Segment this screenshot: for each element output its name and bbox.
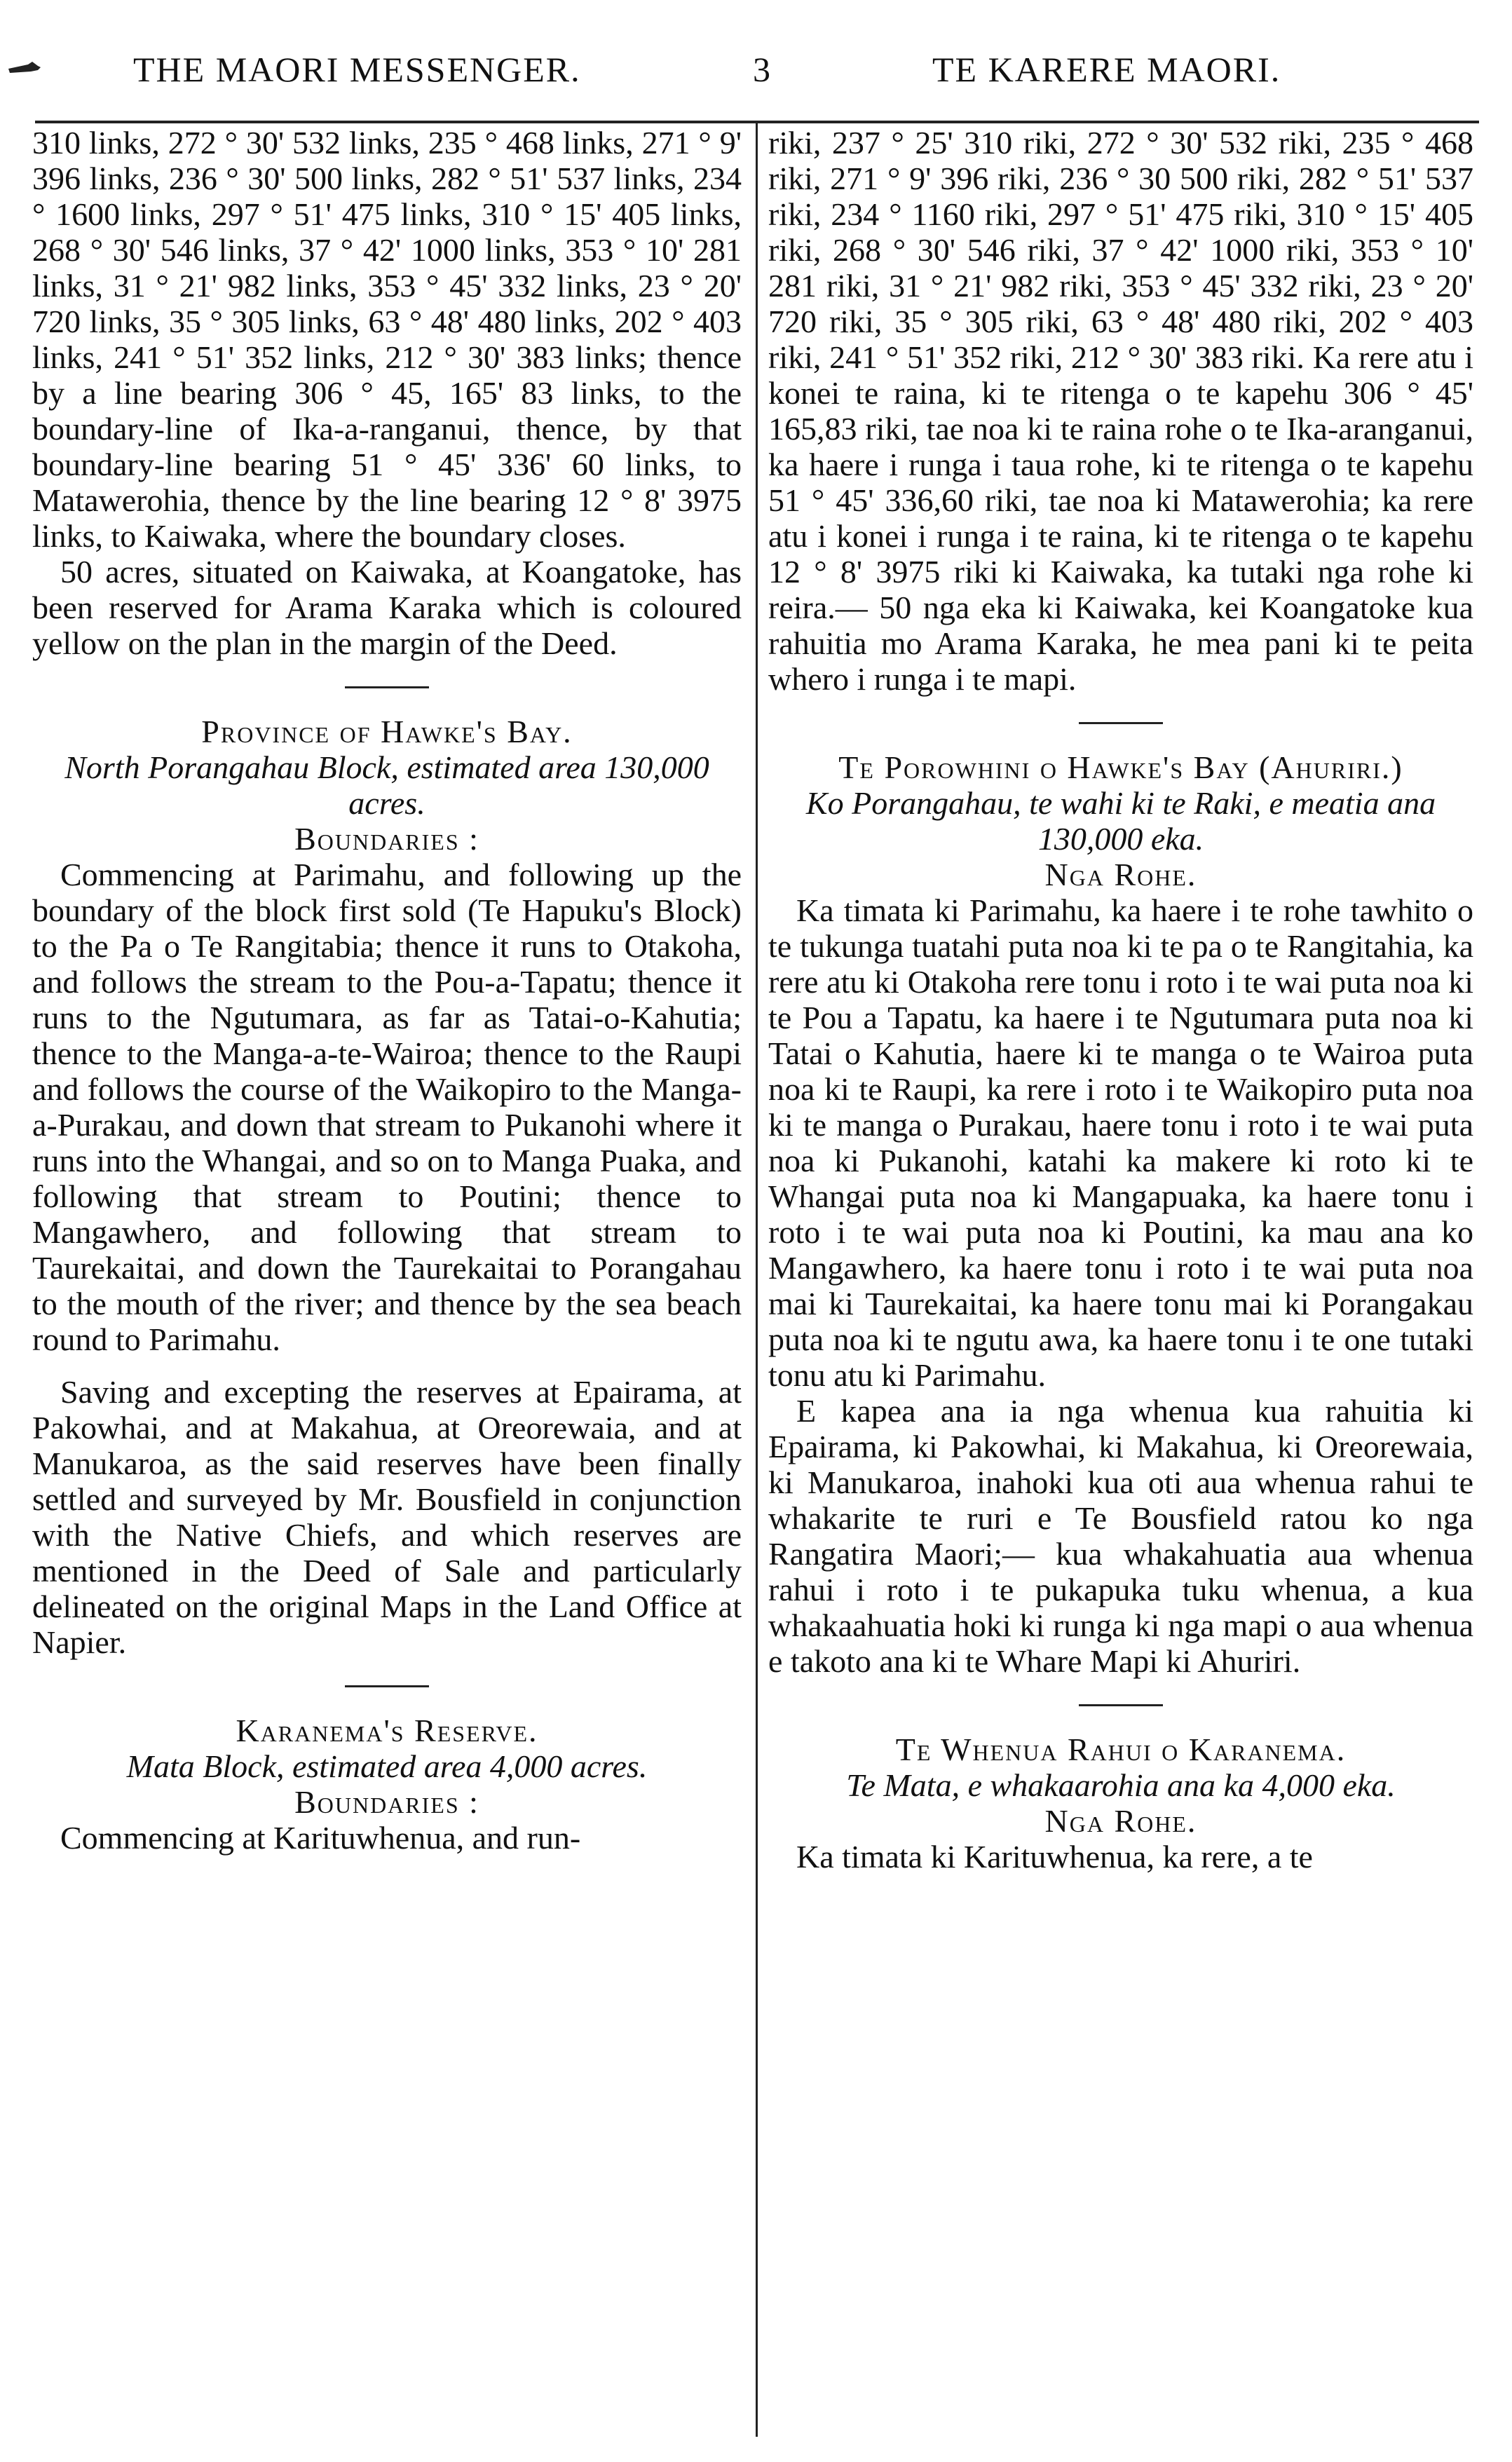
section-heading: Te Porowhini o Hawke's Bay (Ahuriri.) bbox=[838, 749, 1403, 785]
column-divider bbox=[756, 123, 758, 2437]
boundaries-label: Boundaries : bbox=[294, 1784, 479, 1820]
reserve-paragraph: 50 acres, situated on Kaiwaka, at Koangatoke, has been reserved for Arama Karaka which is coloured yellow on the plan in the margin of the Deed. bbox=[32, 554, 742, 661]
section-separator bbox=[345, 1685, 429, 1687]
boundaries-label: Nga Rohe. bbox=[1044, 857, 1197, 892]
section-separator bbox=[345, 686, 429, 688]
english-column bbox=[32, 125, 742, 1856]
section-subheading: Ko Porangahau, te wahi ki te Raki, e meatia ana 130,000 eka. bbox=[805, 785, 1436, 857]
section-subheading: Mata Block, estimated area 4,000 acres. bbox=[126, 1748, 648, 1784]
header-title-maori: TE KARERE MAORI. bbox=[932, 50, 1281, 89]
reserves-paragraph: Saving and excepting the reserves at Epairama, at Pakowhai, and at Makahua, at Oreorewaia, and at Manukaroa, as the said reserves have been finally settled and surveyed by Mr. Bousfield in conjunction with the Native Chiefs, and which reserves are mentioned in the Deed of Sale and particularly delineated on the original Maps in the Land Office at Napier. bbox=[32, 1374, 742, 1660]
pointing-hand-icon bbox=[7, 59, 42, 76]
section-separator bbox=[1079, 722, 1163, 724]
reserves-paragraph: E kapea ana ia nga whenua kua rahuitia ki Epairama, ki Pakowhai, ki Makahua, ki Oreorewaia, ki Manukaroa, inahoki kua oti aua whenua rahui te whakarite te ruri e Te Bousfield ratou ko nga Rangatira Maori;— kua whakahuatia aua whenua rahui i roto i te pukapuka tuku whenua, a kua whakaahuatia hoki ki runga ki nga mapi o aua whenua e takoto ana ki te Whare Mapi ki Ahuriri. bbox=[768, 1393, 1473, 1679]
section-separator bbox=[1079, 1704, 1163, 1706]
section-subheading: Te Mata, e whakaarohia ana ka 4,000 eka. bbox=[846, 1767, 1396, 1803]
boundaries-paragraph: Commencing at Karituwhenua, and run- bbox=[60, 1820, 581, 1856]
boundary-continuation: riki, 237 ° 25' 310 riki, 272 ° 30' 532 riki, 235 ° 468 riki, 271 ° 9' 396 riki, 236 ° 30 500 riki, 282 ° 51' 537 riki, 234 ° 1160 riki, 297 ° 51' 475 riki, 310 ° 15' 405 riki, 268 ° 30' 546 riki, 37 ° 42' 1000 riki, 353 ° 10' 281 riki, 31 ° 21' 982 riki, 353 ° 45' 332 riki, 23 ° 20' 720 riki, 35 ° 305 riki, 63 ° 48' 480 riki, 202 ° 403 riki, 241 ° 51' 352 riki, 212 ° 30' 383 riki. Ka rere atu i konei te raina, ki te ritenga o te kapehu 306 ° 45' 165,83 riki, tae noa ki te raina rohe o te Ika-aranganui, ka haere i runga i taua rohe, ki te ritenga o te kapehu 51 ° 45' 336,60 riki, tae noa ki Matawerohia; ka rere atu i konei i runga i te raina, ki te ritenga o te kapehu 12 ° 8' 3975 riki ki Kaiwaka, ka tutaki nga rohe ki reira.— 50 nga eka ki Kaiwaka, kei Koangatoke kua rahuitia mo Arama Karaka, he mea pani ki te peita whero i runga i te mapi. bbox=[768, 125, 1473, 697]
header-title-english: THE MAORI MESSENGER. bbox=[133, 50, 581, 89]
section-heading: Province of Hawke's Bay. bbox=[201, 714, 573, 749]
page-header bbox=[0, 28, 1512, 105]
boundaries-label: Nga Rohe. bbox=[1044, 1803, 1197, 1839]
page-number: 3 bbox=[753, 50, 772, 89]
boundary-continuation: 310 links, 272 ° 30' 532 links, 235 ° 468 links, 271 ° 9' 396 links, 236 ° 30' 500 links, 282 ° 51' 537 links, 234 ° 1600 links, 297 ° 51' 475 links, 310 ° 15' 405 links, 268 ° 30' 546 links, 37 ° 42' 1000 links, 353 ° 10' 281 links, 31 ° 21' 982 links, 353 ° 45' 332 links, 23 ° 20' 720 links, 35 ° 305 links, 63 ° 48' 480 links, 202 ° 403 links, 241 ° 51' 352 links, 212 ° 30' 383 links; thence by a line bearing 306 ° 45, 165' 83 links, to the boundary-line of Ika-a-ranganui, thence, by that boundary-line bearing 51 ° 45' 336' 60 links, to Matawerohia, thence by the line bearing 12 ° 8' 3975 links, to Kaiwaka, where the boundary closes. bbox=[32, 125, 742, 554]
section-heading: Te Whenua Rahui o Karanema. bbox=[895, 1732, 1347, 1767]
section-subheading: North Porangahau Block, estimated area 130,000 acres. bbox=[64, 749, 709, 821]
boundaries-paragraph: Commencing at Parimahu, and following up the boundary of the block first sold (Te Hapuku's Block) to the Pa o Te Rangitabia; thence it runs to Otakoha, and follows the stream to the Pou-a-Tapatu; thence it runs to the Ngutumara, as far as Tatai-o-Kahutia; thence to the Manga-a-te-Wairoa; thence to the Raupi and follows the course of the Waikopiro to the Manga-a-Purakau, and down that stream to Pukanohi where it runs into the Whangai, and so on to Manga Puaka, and following that stream to Poutini; thence to Mangawhero, and following that stream to Taurekaitai, and down the Taurekaitai to Porangahau to the mouth of the river; and thence by the sea beach round to Parimahu. bbox=[32, 857, 742, 1357]
boundaries-label: Boundaries : bbox=[294, 821, 479, 857]
maori-column bbox=[768, 125, 1473, 1875]
boundaries-paragraph: Ka timata ki Karituwhenua, ka rere, a te bbox=[796, 1839, 1313, 1875]
boundaries-paragraph: Ka timata ki Parimahu, ka haere i te rohe tawhito o te tukunga tuatahi puta noa ki te pa o te Rangitahia, ka rere atu ki Otakoha rere tonu i roto i te wai puta noa ki te Pou a Tapatu, ka haere i te Ngutumara puta noa ki Tatai o Kahutia, haere ki te manga o te Wairoa puta noa ki te Raupi, ka rere i roto i te Waikopiro puta noa ki te manga o Purakau, haere tonu i roto i te wai puta noa ki Pukanohi, katahi ka makere ki roto ki te Whangai puta noa ki Mangapuaka, ka haere tonu i roto i te wai puta noa ki Poutini, ka mau ana ko Mangawhero, ka haere tonu i roto i te wai puta noa mai ki Taurekaitai, ka haere tonu mai ki Porangakau puta noa ki te ngutu awa, ka haere tonu i te one tutaki tonu atu ki Parimahu. bbox=[768, 892, 1473, 1393]
section-heading: Karanema's Reserve. bbox=[236, 1713, 538, 1748]
